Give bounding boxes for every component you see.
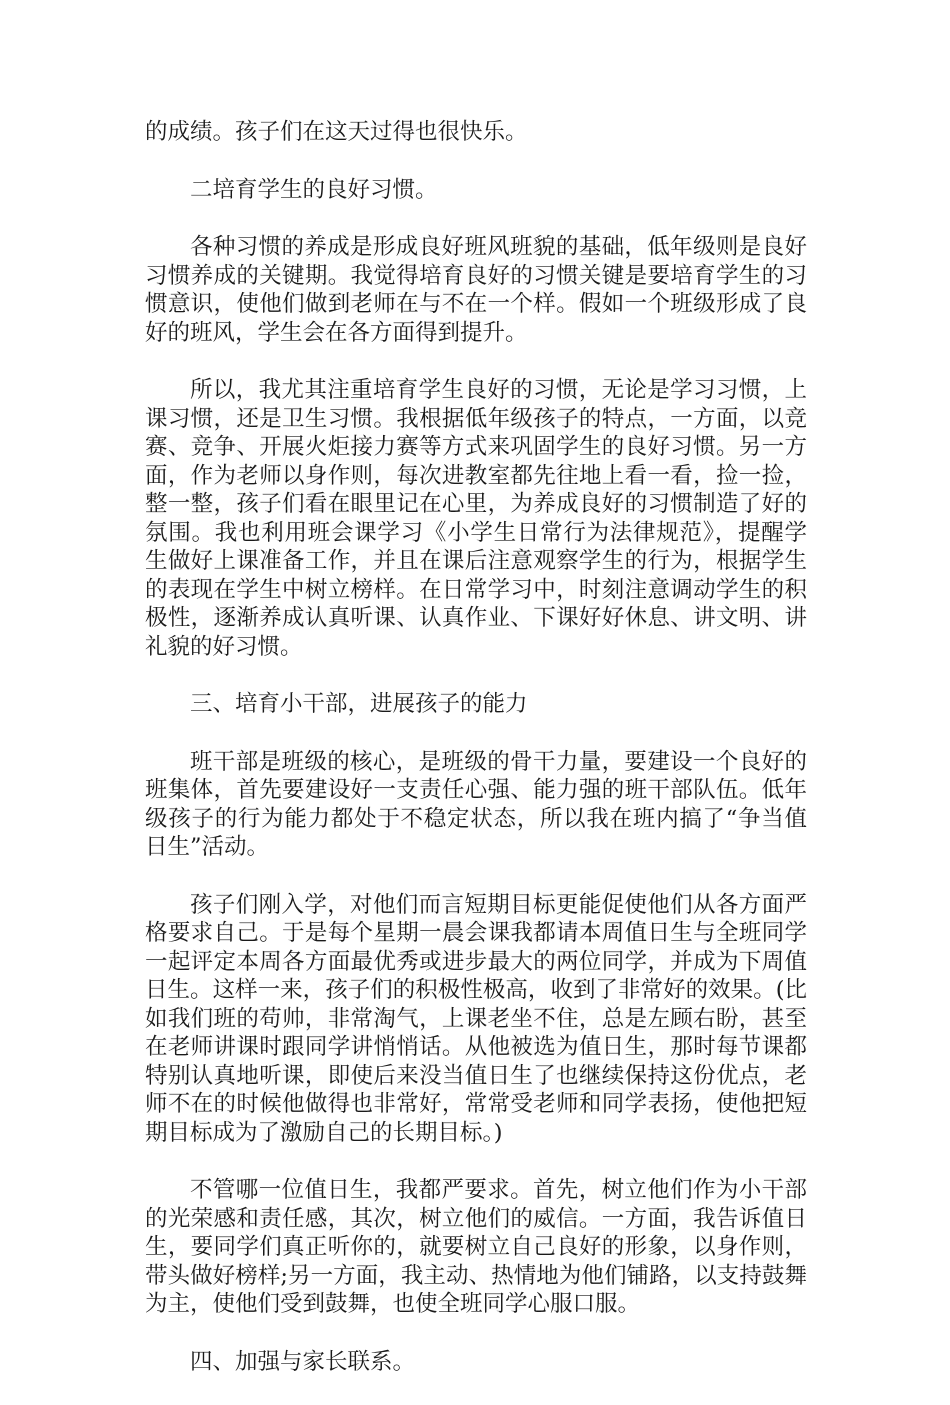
paragraph-habits-intro: 各种习惯的养成是形成良好班风班貌的基础，低年级则是良好习惯养成的关键期。我觉得培育良好的习惯关键是要培育学生的习惯意识，使他们做到老师在与不在一个样。假如一个班级形成了良好的班风，学生会在各方面得到提升。: [145, 234, 807, 346]
paragraph-habits-methods: 所以，我尤其注重培育学生良好的习惯，无论是学习习惯，上课习惯，还是卫生习惯。我根据低年级孩子的特点，一方面，以竞赛、竞争、开展火炬接力赛等方式来巩固学生的良好习惯。另一方面，作为老师以身作则，每次进教室都先往地上看一看，捡一捡，整一整，孩子们看在眼里记在心里，为养成良好的习惯制造了好的氛围。我也利用班会课学习《小学生日常行为法律规范》，提醒学生做好上课准备工作，并且在课后注意观察学生的行为，根据学生的表现在学生中树立榜样。在日常学习中，时刻注意调动学生的积极性，逐渐养成认真听课、认真作业、下课好好休息、讲文明、讲礼貌的好习惯。: [145, 377, 807, 660]
paragraph-continuation: 的成绩。孩子们在这天过得也很快乐。: [145, 119, 528, 145]
paragraph-strict-requirements: 不管哪一位值日生，我都严要求。首先，树立他们作为小干部的光荣感和责任感，其次，树立他们的威信。一方面，我告诉值日生，要同学们真正听你的，就要树立自己良好的形象，以身作则，带头做好榜样;另一方面，我主动、热情地为他们铺路，以支持鼓舞为主，使他们受到鼓舞，也使全班同学心服口服。: [145, 1177, 807, 1317]
paragraph-duty-student: 孩子们刚入学，对他们而言短期目标更能促使他们从各方面严格要求自己。于是每个星期一晨会课我都请本周值日生与全班同学一起评定本周各方面最优秀或进步最大的两位同学，并成为下周值日生。这样一来，孩子们的积极性极高，收到了非常好的效果。(比如我们班的苟帅，非常淘气，上课老坐不住，总是左顾右盼，甚至在老师讲课时跟同学讲悄悄话。从他被选为值日生，那时每节课都特别认真地听课，即使后来没当值日生了也继续保持这份优点，老师不在的时候他做得也非常好，常常受老师和同学表扬，使他把短期目标成为了激励自己的长期目标。): [145, 891, 807, 1146]
section-heading-2: 二培育学生的良好习惯。: [190, 176, 438, 203]
section-heading-3: 三、培育小干部，进展孩子的能力: [190, 691, 528, 717]
document-page: [145, 118, 807, 1405]
paragraph-class-cadre: 班干部是班级的核心，是班级的骨干力量，要建设一个良好的班集体，首先要建设好一支责任心强、能力强的班干部队伍。低年级孩子的行为能力都处于不稳定状态，所以我在班内搞了“争当值日生”活动。: [145, 748, 807, 860]
section-heading-4: 四、加强与家长联系。: [190, 1348, 416, 1375]
